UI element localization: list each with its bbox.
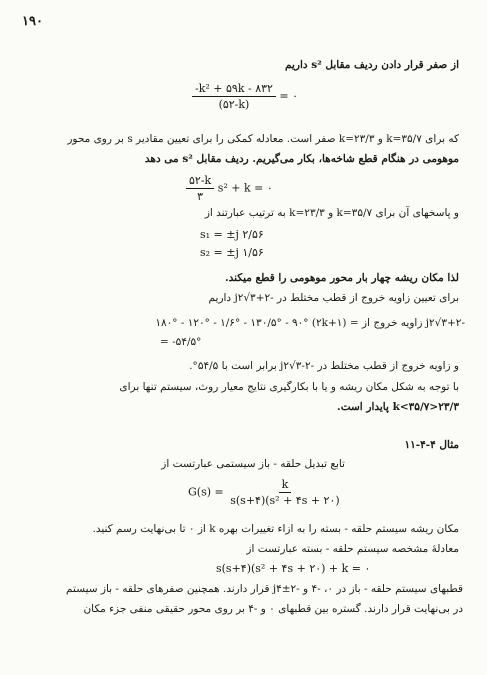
text-line-10: با توجه به شکل مکان ریشه و یا با بکارگیری نتایج معیار روث، سیستم تنها برای xyxy=(119,381,459,393)
text-line-16: در بی‌نهایت قرار دارند. گستره بین قطبهای ۰ و -۴ بر روی محور حقیقی منفی جزء مکان xyxy=(83,603,463,615)
characteristic-equation: s(s+۴)(s² + ۴s + ۲۰) + k = ۰ xyxy=(216,562,371,575)
transfer-function-fraction xyxy=(227,478,342,507)
example-heading: مثال ۴-۴-۱۱ xyxy=(404,439,459,451)
transfer-function-denominator: s(s+۴)(s² + ۴s + ۲۰) xyxy=(230,494,340,507)
text-line-1: از صفر قرار دادن ردیف مقابل s² داریم xyxy=(284,59,459,71)
equation-2 xyxy=(186,174,273,203)
solution-s1: s₁ = ±j ۲/۵۶ xyxy=(200,228,264,241)
equation-2-numerator: ۵۲-k xyxy=(186,174,214,189)
text-line-5: لذا مکان ریشه چهار بار محور موهومی را قطع میکند. xyxy=(224,272,459,284)
text-line-13: مکان ریشه سیستم حلقه - بسته را به ازاء تغییرات بهره k از ۰ تا بی‌نهایت رسم کنید. xyxy=(92,523,459,535)
transfer-function-lhs: G(s) = xyxy=(188,485,224,499)
equation-2-fraction xyxy=(186,174,214,203)
text-line-11: ۲۳/۳<k<۳۵/۷ پایدار است. xyxy=(337,401,459,413)
text-line-9: و زاویه خروج از قطب مختلط در -۲-j۲√۳ برابر است با ۵۴/۵°. xyxy=(189,360,459,372)
text-line-15: قطبهای سیستم حلقه - باز در ۰، -۴ و -۲±j۴ قرار دارند. همچنین صفرهای حلقه - باز سیستم xyxy=(66,583,463,595)
equation-1-rhs: = ۰ xyxy=(279,89,299,103)
transfer-function-numerator: k xyxy=(279,478,292,493)
equation-1-denominator: (۵۲-k) xyxy=(218,98,250,111)
text-line-14: معادلهٔ مشخصه سیستم حلقه - بسته عبارتست از xyxy=(246,543,459,555)
text-line-7: -۲+j۲√۳ زاویه خروج از = (۲k+۱) ۱۸۰° - ۱۲۰° - ۱/۶° - ۱۳۰/۵° - ۹۰° xyxy=(155,317,465,329)
equation-1 xyxy=(192,82,298,111)
text-line-12: تابع تبدیل حلقه - باز سیستمی عبارتست از xyxy=(161,458,345,470)
equation-1-numerator: -k² + ۵۹k - ۸۳۲ xyxy=(192,82,276,97)
transfer-function xyxy=(188,478,343,507)
text-line-6: برای تعیین زاویه خروج از قطب مختلط در -۲+j۲√۳ داریم xyxy=(208,292,459,304)
text-line-2: که برای k=۳۵/۷ و k=۲۳/۳ صفر است. معادله کمکی را برای تعیین مقادیر s بر روی محور xyxy=(67,133,459,145)
solution-s2: s₂ = ±j ۱/۵۶ xyxy=(200,246,264,259)
text-line-8: = -۵۴/۵° xyxy=(160,336,202,348)
equation-2-rhs: s² + k = ۰ xyxy=(217,181,273,195)
text-line-3: موهومی در هنگام قطع شاخه‌ها، بکار می‌گیریم. ردیف مقابل s² می دهد xyxy=(144,153,459,165)
equation-1-fraction xyxy=(192,82,276,111)
page-number: ۱۹۰ xyxy=(22,14,43,29)
equation-2-denominator: ۳ xyxy=(197,190,204,203)
text-line-4: و پاسخهای آن برای k=۳۵/۷ و k=۲۳/۳ به ترتیب عبارتند از xyxy=(204,207,459,219)
